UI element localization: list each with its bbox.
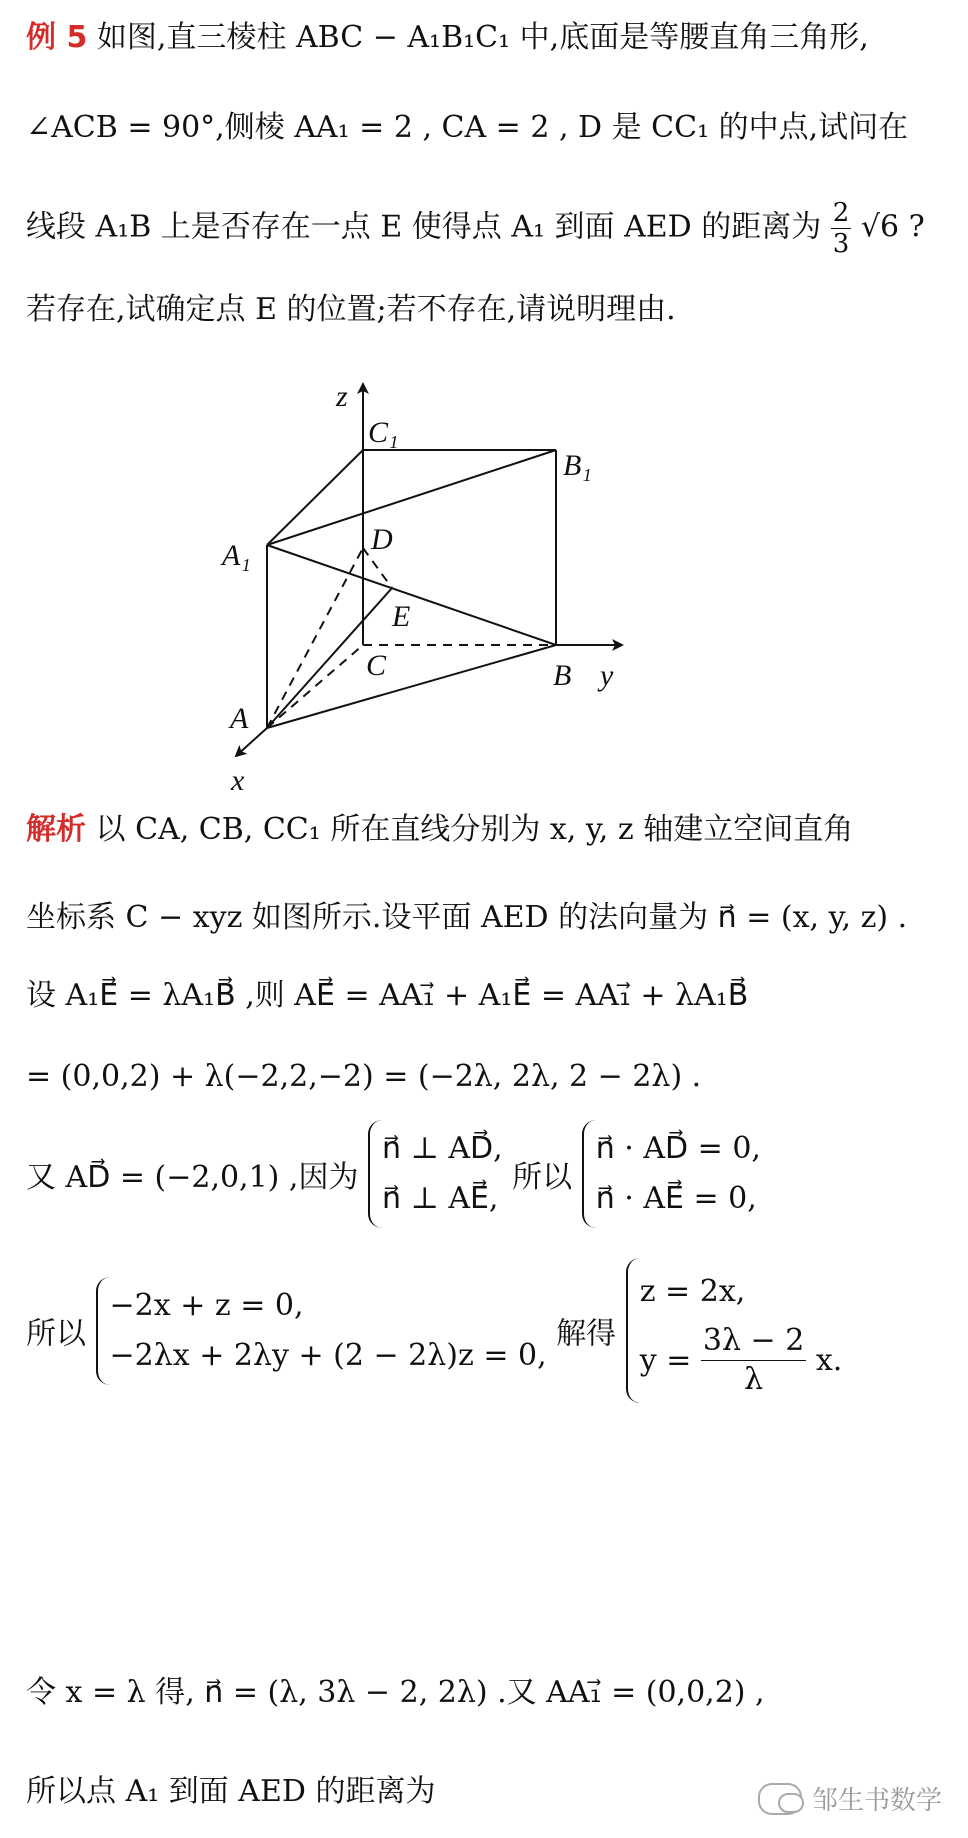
perpendicular-system <box>368 1120 503 1228</box>
solution-line-6 <box>26 1258 842 1403</box>
axis-label-x: x <box>231 764 245 797</box>
system-row: −2x + z = 0, <box>109 1287 304 1323</box>
solution-text-6-mid: 解得 <box>556 1316 617 1352</box>
vertex-label-B1: B₁ <box>563 449 592 482</box>
problem-text-2: ∠ACB = 90°,侧棱 AA₁ = 2 , CA = 2 , D 是 CC₁ 的中点,试问在 <box>26 110 909 145</box>
system-row: n⃗ · AE⃗ = 0, <box>595 1181 757 1216</box>
fraction-numerator: 2 <box>832 198 850 228</box>
vertex-label-A: A <box>230 702 249 735</box>
wechat-icon <box>758 1783 802 1815</box>
fraction-denominator: 3 <box>832 229 850 259</box>
fraction-denominator: λ <box>744 1362 764 1397</box>
dot-product-system <box>582 1120 761 1228</box>
system-row: n⃗ · AD⃗ = 0, <box>595 1131 761 1166</box>
solution-text-5-pre: 又 AD⃗ = (−2,0,1) ,因为 <box>26 1160 359 1195</box>
problem-text-3-pre: 线段 A₁B 上是否存在一点 E 使得点 A₁ 到面 AED 的距离为 <box>26 209 822 245</box>
point-label-D: D <box>371 523 393 556</box>
system-row: z = 2x, <box>639 1274 746 1309</box>
solution-text-3: 设 A₁E⃗ = λA₁B⃗ ,则 AE⃗ = AA₁⃗ + A₁E⃗ = AA₁⃗ + λA₁B⃗ <box>26 978 749 1013</box>
axis-label-y: y <box>600 659 614 692</box>
edge-A1-B1 <box>267 450 556 545</box>
solution-text-1: 以 CA, CB, CC₁ 所在直线分别为 x, y, z 轴建立空间直角 <box>95 812 854 847</box>
vertex-label-C1: C₁ <box>368 416 399 449</box>
solution-text-4: = (0,0,2) + λ(−2,2,−2) = (−2λ, 2λ, 2 − 2λ) . <box>26 1059 702 1094</box>
axis-label-z: z <box>336 380 348 413</box>
y-fraction <box>701 1322 806 1399</box>
solution-line-3 <box>26 976 748 1016</box>
solution-text-2: 坐标系 C − xyz 如图所示.设平面 AED 的法向量为 n⃗ = (x, y, z) . <box>26 900 908 935</box>
problem-label: 例 5 <box>26 20 88 55</box>
vertex-label-A1: A₁ <box>222 539 251 572</box>
solution-text-8: 所以点 A₁ 到面 AED 的距离为 <box>26 1774 436 1809</box>
problem-text-1: 如图,直三棱柱 ABC − A₁B₁C₁ 中,底面是等腰直角三角形, <box>96 20 869 55</box>
solution-label: 解析 <box>26 812 86 847</box>
edge-A-C-dashed <box>267 645 363 728</box>
problem-text-4: 若存在,试确定点 E 的位置;若不存在,请说明理由. <box>26 292 676 327</box>
vertex-label-C: C <box>366 649 387 682</box>
solution-line-2 <box>26 898 907 938</box>
solution-line-4 <box>26 1057 701 1097</box>
solution-system <box>626 1258 843 1403</box>
solution-line-8 <box>26 1772 435 1812</box>
system-row: n⃗ ⊥ AE⃗, <box>382 1181 499 1216</box>
system-row <box>640 1322 843 1399</box>
solution-text-7: 令 x = λ 得, n⃗ = (λ, 3λ − 2, 2λ) .又 AA₁⃗ = (0,0,2) , <box>26 1675 765 1710</box>
point-label-E: E <box>392 600 411 633</box>
solution-text-6-pre: 所以 <box>26 1316 86 1352</box>
system-row: −2λx + 2λy + (2 − 2λ)z = 0, <box>109 1337 547 1373</box>
y-expr-pre: y = <box>639 1343 692 1378</box>
watermark <box>758 1780 942 1817</box>
solution-line-1 <box>26 810 853 850</box>
solution-text-5-mid: 所以 <box>512 1160 573 1195</box>
fraction-numerator: 3λ − 2 <box>701 1322 806 1361</box>
system-row: n⃗ ⊥ AD⃗, <box>382 1131 503 1166</box>
solution-line-7 <box>26 1673 765 1713</box>
equation-system <box>96 1277 547 1385</box>
vertex-label-B: B <box>553 659 572 692</box>
edge-A-B <box>267 645 556 728</box>
solution-line-5 <box>26 1120 761 1228</box>
watermark-text: 邹生书数学 <box>811 1786 942 1816</box>
edge-A1-B <box>267 545 556 645</box>
y-expr-post: x. <box>815 1343 843 1378</box>
problem-text-3-post: √6 ? <box>860 209 925 245</box>
edge-A1-C1 <box>267 450 363 545</box>
